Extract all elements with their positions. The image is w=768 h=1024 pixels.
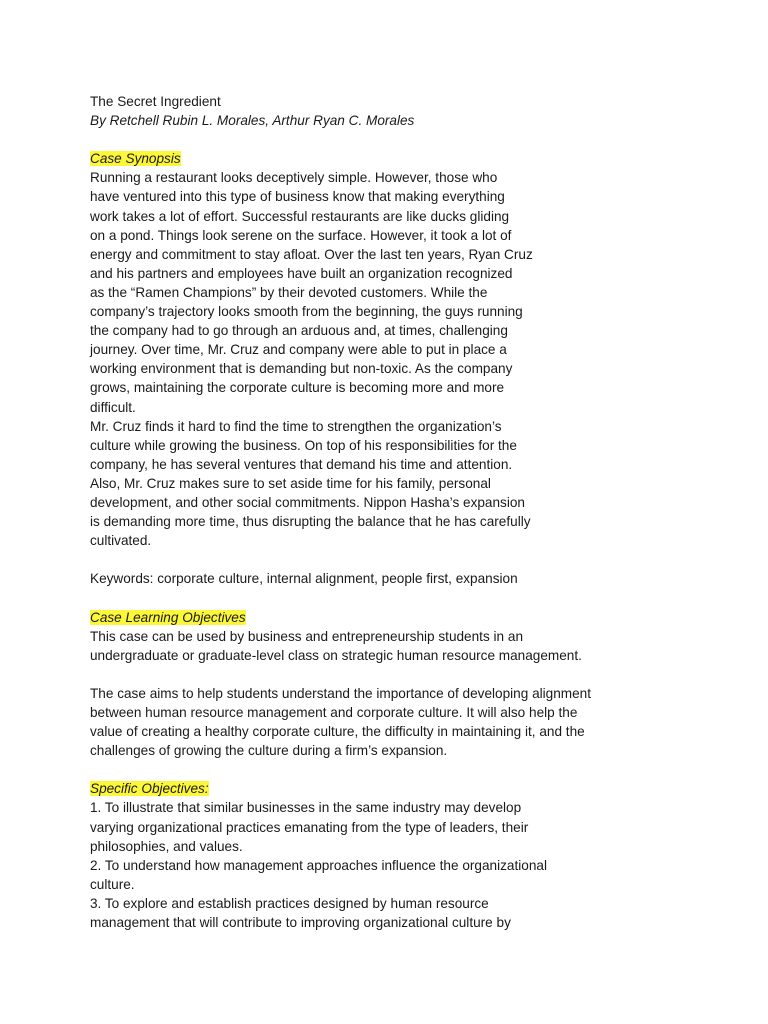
text-line: value of creating a healthy corporate culture, the difficulty in maintaining it, and the (90, 724, 585, 740)
text-line: challenges of growing the culture during a firm’s expansion. (90, 743, 448, 759)
spacer (90, 588, 690, 607)
text-line: varying organizational practices emanating from the type of leaders, their (90, 819, 529, 835)
learning-objectives-heading-line (90, 608, 690, 627)
keywords: Keywords: corporate culture, internal alignment, people first, expansion (90, 571, 518, 587)
learning-objectives-paragraph-2 (90, 684, 690, 760)
text-line: development, and other social commitments. Nippon Hasha’s expansion (90, 494, 525, 510)
text-line: difficult. (90, 399, 136, 415)
specific-objectives-heading: Specific Objectives: (90, 781, 209, 797)
text-line: 1. To illustrate that similar businesses in the same industry may develop (90, 800, 522, 816)
text-line: 2. To understand how management approaches influence the organizational (90, 857, 547, 873)
specific-objectives-heading-line (90, 779, 690, 798)
text-line: 3. To explore and establish practices designed by human resource (90, 895, 489, 911)
text-line: culture while growing the business. On top of his responsibilities for the (90, 437, 517, 453)
text-line: company’s trajectory looks smooth from the beginning, the guys running (90, 304, 523, 320)
text-line: culture. (90, 876, 135, 892)
text-line: philosophies, and values. (90, 838, 243, 854)
spacer (90, 760, 690, 779)
spacer (90, 665, 690, 684)
text-line: the company had to go through an arduous and, at times, challenging (90, 323, 508, 339)
text-line: is demanding more time, thus disrupting the balance that he has carefully (90, 514, 531, 530)
document-title: The Secret Ingredient (90, 94, 221, 109)
text-line: management that will contribute to improving organizational culture by (90, 915, 511, 931)
text-line: work takes a lot of effort. Successful restaurants are like ducks gliding (90, 208, 510, 224)
text-line: working environment that is demanding but non-toxic. As the company (90, 361, 513, 377)
text-line: on a pond. Things look serene on the surface. However, it took a lot of (90, 227, 512, 243)
text-line: company, he has several ventures that demand his time and attention. (90, 456, 513, 472)
synopsis-heading-line (90, 149, 690, 168)
spacer (90, 550, 690, 569)
text-line: and his partners and employees have built an organization recognized (90, 265, 513, 281)
synopsis-body (90, 168, 690, 550)
text-line: between human resource management and corporate culture. It will also help the (90, 705, 578, 720)
text-line: The case aims to help students understand the importance of developing alignment (90, 685, 592, 701)
spacer (90, 130, 690, 149)
learning-objectives-heading: Case Learning Objectives (90, 609, 246, 625)
text-line: journey. Over time, Mr. Cruz and company were able to put in place a (90, 342, 507, 358)
learning-objectives-paragraph-1 (90, 627, 690, 665)
document-page (90, 92, 690, 932)
specific-objectives-list (90, 798, 690, 932)
text-line: energy and commitment to stay afloat. Over the last ten years, Ryan Cruz (90, 246, 533, 262)
text-line: have ventured into this type of business know that making everything (90, 189, 505, 205)
document-authors: By Retchell Rubin L. Morales, Arthur Ryan C. Morales (90, 113, 415, 129)
text-line: undergraduate or graduate-level class on strategic human resource management. (90, 647, 582, 663)
text-line: cultivated. (90, 533, 152, 549)
text-line: grows, maintaining the corporate culture is becoming more and more (90, 380, 505, 396)
synopsis-heading: Case Synopsis (90, 151, 181, 167)
text-line: Running a restaurant looks deceptively simple. However, those who (90, 170, 498, 186)
text-line: This case can be used by business and entrepreneurship students in an (90, 628, 524, 644)
text-line: Also, Mr. Cruz makes sure to set aside time for his family, personal (90, 475, 491, 491)
text-line: Mr. Cruz finds it hard to find the time to strengthen the organization’s (90, 418, 502, 434)
text-line: as the “Ramen Champions” by their devoted customers. While the (90, 284, 488, 300)
